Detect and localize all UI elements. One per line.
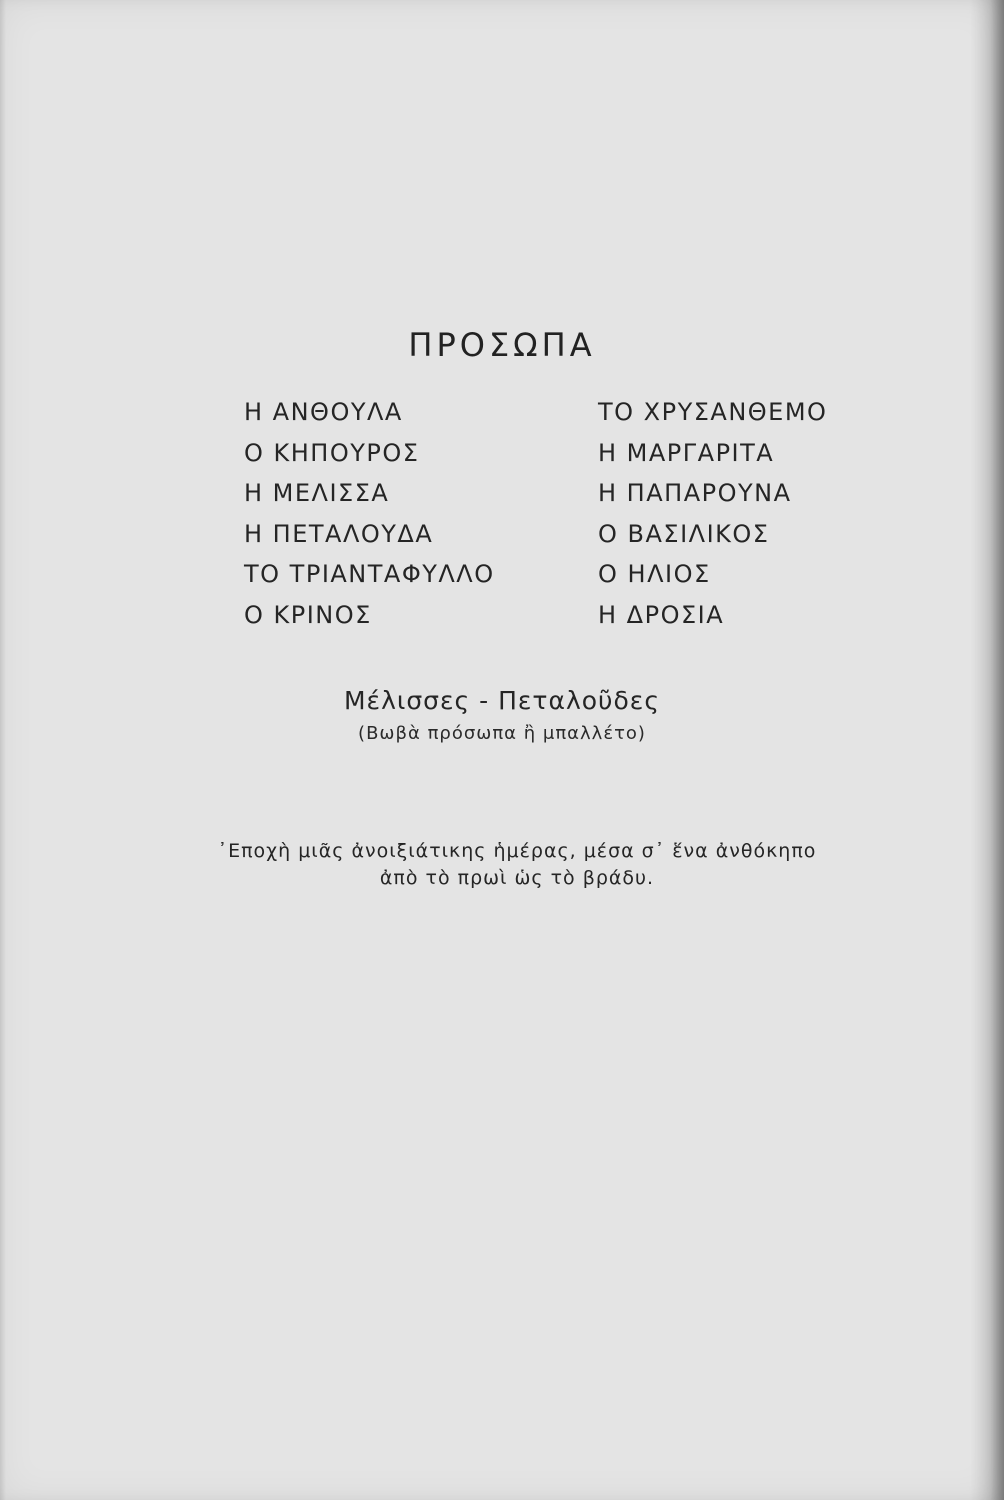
chorus-note: (Βωβὰ πρόσωπα ἢ μπαλλέτο): [358, 723, 646, 744]
cast-item: ΤΟ ΧΡΥΣΑΝΘΕΜΟ: [598, 398, 828, 426]
page-heading: ΠΡΟΣΩΠΑ: [408, 326, 596, 364]
cast-item: Η ΑΝΘΟΥΛΑ: [244, 398, 403, 426]
cast-list-left: [244, 392, 495, 635]
setting-description: [0, 838, 1004, 892]
cast-item: Η ΜΕΛΙΣΣΑ: [244, 479, 390, 507]
page-left-edge: [0, 0, 6, 1500]
cast-item: Ο ΚΡΙΝΟΣ: [244, 600, 372, 629]
setting-line-2: ἀπὸ τὸ πρωὶ ὡς τὸ βράδυ.: [379, 867, 655, 889]
cast-list-right: [598, 392, 827, 635]
setting-line-1: ᾿Εποχὴ μιᾶς ἀνοιξιάτικης ἡμέρας, μέσα σ᾿ ἕνα ἀνθόκηπο: [217, 840, 817, 862]
cast-item: ΤΟ ΤΡΙΑΝΤΑΦΥΛΛΟ: [244, 560, 495, 588]
cast-item: Η ΜΑΡΓΑΡΙΤΑ: [598, 438, 775, 467]
cast-item: Η ΠΑΠΑΡΟΥΝΑ: [598, 479, 792, 507]
page-right-edge-shadow: [970, 0, 1004, 1500]
cast-item: Ο ΒΑΣΙΛΙΚΟΣ: [598, 519, 770, 548]
cast-item: Ο ΚΗΠΟΥΡΟΣ: [244, 438, 420, 467]
cast-item: Ο ΗΛΙΟΣ: [598, 560, 711, 588]
cast-item: Η ΠΕΤΑΛΟΥΔΑ: [244, 519, 434, 548]
cast-item: Η ΔΡΟΣΙΑ: [598, 600, 725, 629]
chorus-title: Μέλισσες - Πεταλοῦδες: [343, 686, 660, 715]
